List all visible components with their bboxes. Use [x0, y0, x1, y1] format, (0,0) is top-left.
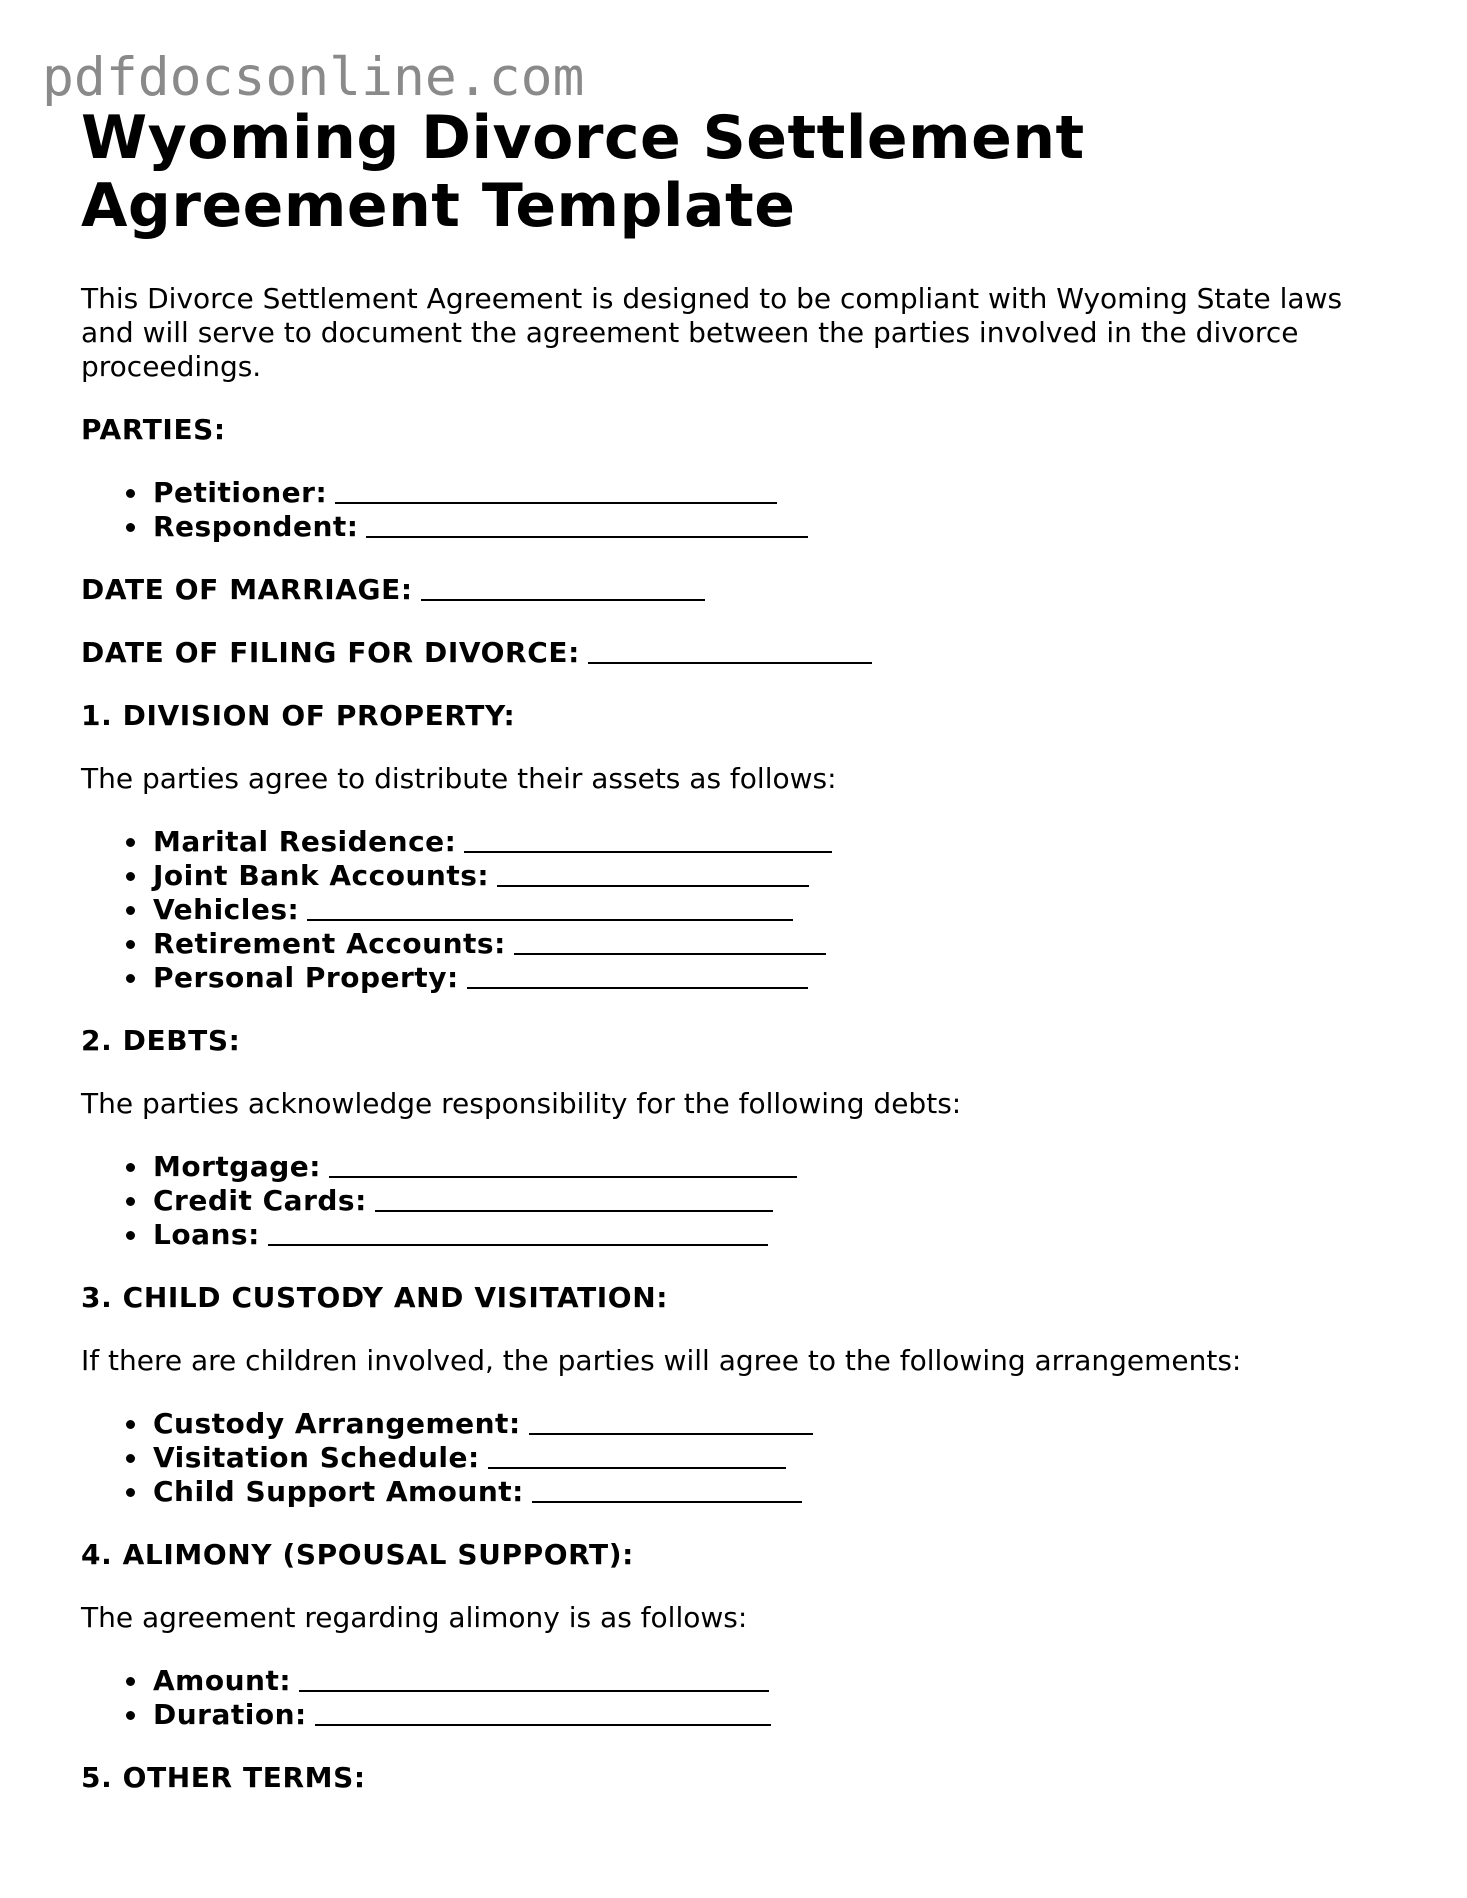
date-of-filing-blank-field[interactable]	[588, 636, 872, 664]
other-terms-heading: 5. OTHER TERMS:	[81, 1761, 366, 1794]
debts-list	[81, 1150, 1401, 1252]
list-item	[153, 1150, 1401, 1184]
joint-bank-accounts-label: Joint Bank Accounts:	[153, 859, 490, 892]
alimony-amount-label: Amount:	[153, 1664, 292, 1697]
list-item	[153, 893, 1401, 927]
retirement-accounts-blank-field[interactable]	[514, 927, 826, 955]
title-line-1: Wyoming Divorce Settlement	[81, 103, 1085, 173]
date-of-marriage-line	[81, 573, 1401, 607]
intro-paragraph: This Divorce Settlement Agreement is designed to be compliant with Wyoming State laws and will serve to document the agreement between the parties involved in the divorce proceedings.	[81, 282, 1343, 383]
custody-list	[81, 1407, 1401, 1509]
list-item	[153, 1475, 1401, 1509]
date-of-marriage-blank-field[interactable]	[421, 573, 705, 601]
custody-arrangement-blank-field[interactable]	[529, 1407, 813, 1435]
mortgage-blank-field[interactable]	[329, 1150, 797, 1178]
list-item	[153, 1184, 1401, 1218]
property-text: The parties agree to distribute their assets as follows:	[81, 762, 837, 795]
personal-property-label: Personal Property:	[153, 961, 459, 994]
mortgage-label: Mortgage:	[153, 1150, 321, 1183]
credit-cards-blank-field[interactable]	[375, 1184, 773, 1212]
list-item	[153, 1218, 1401, 1252]
list-item	[153, 825, 1401, 859]
title-line-2: Agreement Template	[81, 171, 796, 241]
site-watermark: pdfdocsonline.com	[42, 47, 585, 108]
marital-residence-label: Marital Residence:	[153, 825, 457, 858]
list-item	[153, 859, 1401, 893]
credit-cards-label: Credit Cards:	[153, 1184, 367, 1217]
alimony-duration-blank-field[interactable]	[315, 1698, 771, 1726]
child-support-amount-label: Child Support Amount:	[153, 1475, 524, 1508]
custody-heading: 3. CHILD CUSTODY AND VISITATION:	[81, 1281, 669, 1314]
loans-blank-field[interactable]	[268, 1218, 768, 1246]
list-item	[153, 961, 1401, 995]
debts-heading: 2. DEBTS:	[81, 1024, 241, 1057]
parties-list	[81, 476, 1401, 544]
property-heading: 1. DIVISION OF PROPERTY:	[81, 699, 516, 732]
respondent-label: Respondent:	[153, 510, 359, 543]
debts-text: The parties acknowledge responsibility for the following debts:	[81, 1087, 962, 1120]
list-item	[153, 1407, 1401, 1441]
date-of-marriage-label: DATE OF MARRIAGE:	[81, 573, 413, 606]
personal-property-blank-field[interactable]	[467, 961, 808, 989]
alimony-list	[81, 1664, 1401, 1732]
custody-text: If there are children involved, the parties will agree to the following arrangements:	[81, 1344, 1242, 1377]
joint-bank-accounts-blank-field[interactable]	[497, 859, 809, 887]
respondent-blank-field[interactable]	[366, 510, 808, 538]
list-item	[153, 927, 1401, 961]
visitation-schedule-blank-field[interactable]	[488, 1441, 786, 1469]
alimony-text: The agreement regarding alimony is as follows:	[81, 1601, 748, 1634]
petitioner-label: Petitioner:	[153, 476, 328, 509]
vehicles-label: Vehicles:	[153, 893, 300, 926]
date-of-filing-label: DATE OF FILING FOR DIVORCE:	[81, 636, 580, 669]
list-item	[153, 1664, 1401, 1698]
date-of-filing-line	[81, 636, 1401, 670]
loans-label: Loans:	[153, 1218, 260, 1251]
alimony-amount-blank-field[interactable]	[299, 1664, 769, 1692]
document-title	[81, 104, 1401, 240]
marital-residence-blank-field[interactable]	[464, 825, 832, 853]
retirement-accounts-label: Retirement Accounts:	[153, 927, 506, 960]
list-item	[153, 476, 1401, 510]
document-body	[81, 104, 1401, 1795]
custody-arrangement-label: Custody Arrangement:	[153, 1407, 521, 1440]
property-list	[81, 825, 1401, 995]
child-support-amount-blank-field[interactable]	[532, 1475, 802, 1503]
list-item	[153, 1441, 1401, 1475]
list-item	[153, 1698, 1401, 1732]
alimony-duration-label: Duration:	[153, 1698, 307, 1731]
parties-heading: PARTIES:	[81, 413, 226, 446]
visitation-schedule-label: Visitation Schedule:	[153, 1441, 480, 1474]
petitioner-blank-field[interactable]	[335, 476, 777, 504]
list-item	[153, 510, 1401, 544]
vehicles-blank-field[interactable]	[307, 893, 793, 921]
alimony-heading: 4. ALIMONY (SPOUSAL SUPPORT):	[81, 1538, 634, 1571]
